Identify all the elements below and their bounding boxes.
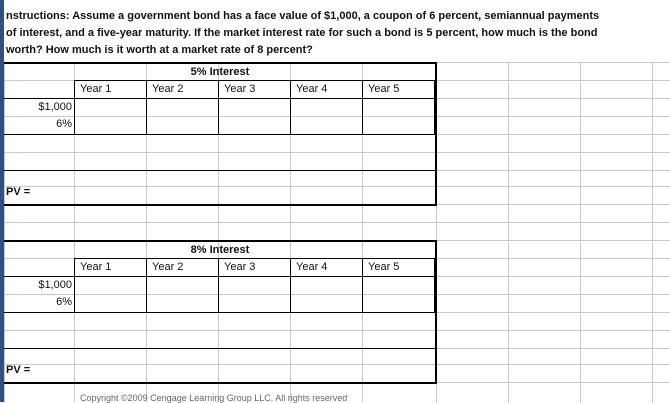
table1-column-border [434, 80, 435, 134]
table1-label-box-bottom [4, 134, 435, 135]
table2-right-border [435, 240, 437, 384]
copyright-notice: Copyright ©2009 Cengage Learning Group LLC. All rights reserved [80, 393, 348, 403]
table2-year-4[interactable]: Year 4 [296, 261, 328, 273]
instructions-line-2: of interest, and a five-year maturity. If the market interest rate for such a bond is 5 percent, how much is the bond [6, 27, 598, 39]
table1-header-rule-bottom [74, 98, 435, 99]
table1-year-1[interactable]: Year 1 [80, 83, 112, 95]
table2-column-border [218, 258, 219, 312]
grid-row-line [4, 222, 670, 223]
table2-column-border [434, 258, 435, 312]
table1-column-border [74, 80, 75, 134]
instructions-line-1: nstructions: Assume a government bond has a face value of $1,000, a coupon of 6 percent, semiannual payments [6, 10, 600, 22]
table1-year-5[interactable]: Year 5 [368, 83, 400, 95]
instructions-text [6, 8, 646, 59]
grid-row-line [4, 364, 670, 365]
grid-row-line [4, 186, 670, 187]
table2-bottom-border [4, 382, 437, 384]
table1-year-3[interactable]: Year 3 [224, 83, 256, 95]
grid-row-line [4, 294, 670, 295]
instructions-line-3: worth? How much is it worth at a market rate of 8 percent? [6, 44, 313, 56]
table1-column-border [218, 80, 219, 134]
table2-top-border [4, 240, 437, 242]
table1-label-box-top [4, 98, 74, 99]
table2-column-border [74, 258, 75, 312]
grid-row-line [4, 116, 670, 117]
table1-column-border [146, 80, 147, 134]
table2-header-rule [74, 258, 435, 259]
table1-title: 5% Interest [190, 66, 250, 78]
grid-column-line [508, 62, 509, 402]
table1-right-border [435, 62, 437, 206]
table2-column-border [290, 258, 291, 312]
grid-row-line [4, 152, 670, 153]
grid-column-line [652, 62, 653, 402]
table2-year-1[interactable]: Year 1 [80, 261, 112, 273]
table1-column-border [362, 80, 363, 134]
table1-year-2[interactable]: Year 2 [152, 83, 184, 95]
table1-coupon-rate[interactable]: 6% [56, 118, 72, 130]
table2-coupon-rate[interactable]: 6% [56, 296, 72, 308]
table2-face-value[interactable]: $1,000 [38, 279, 72, 291]
table1-face-value[interactable]: $1,000 [38, 101, 72, 113]
table2-year-5[interactable]: Year 5 [368, 261, 400, 273]
table2-column-border [146, 258, 147, 312]
table2-year-3[interactable]: Year 3 [224, 261, 256, 273]
grid-row-line [4, 330, 670, 331]
table1-year-4[interactable]: Year 4 [296, 83, 328, 95]
table2-title: 8% Interest [190, 244, 250, 256]
grid-column-line [4, 62, 5, 402]
table1-header-rule [74, 80, 435, 81]
table2-pv-row-top [4, 348, 435, 349]
table2-header-rule-bottom [74, 276, 435, 277]
table1-column-border [290, 80, 291, 134]
table1-pv-row-top [4, 170, 435, 171]
table2-label-box-bottom [4, 312, 435, 313]
table1-top-border [4, 62, 437, 64]
grid-column-line [580, 62, 581, 402]
table2-column-border [362, 258, 363, 312]
table1-pv-label[interactable]: PV = [6, 186, 31, 198]
table2-year-2[interactable]: Year 2 [152, 261, 184, 273]
table2-pv-label[interactable]: PV = [6, 364, 31, 376]
table2-label-box-top [4, 276, 74, 277]
table1-bottom-border [4, 204, 437, 206]
